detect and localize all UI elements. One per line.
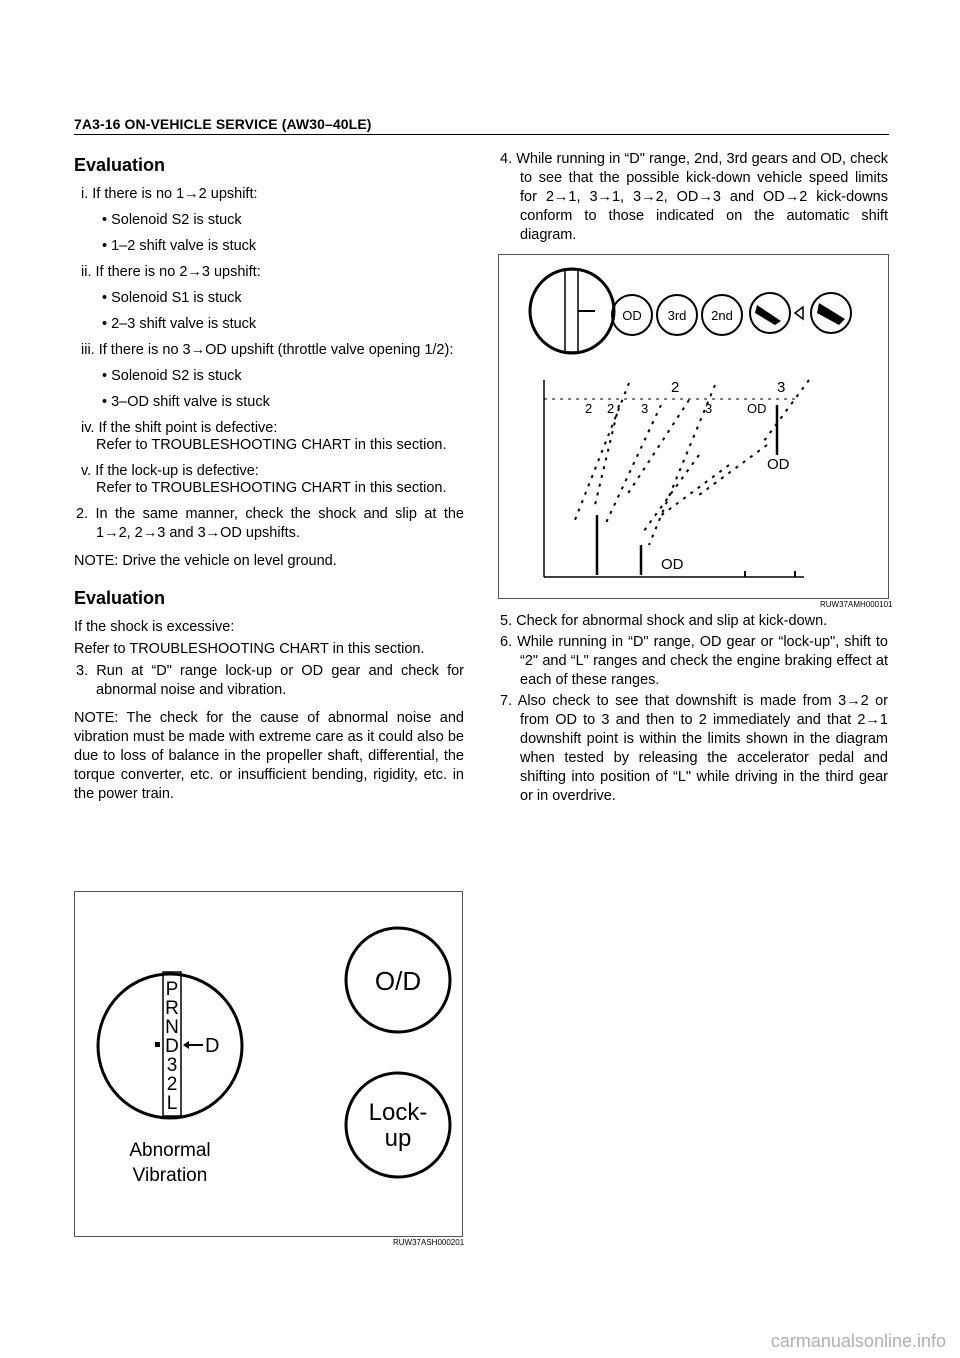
badge-3rd-label: 3rd [667, 308, 687, 323]
evaluation-heading-2: Evaluation [74, 588, 166, 608]
vibration-diagram [75, 892, 462, 1236]
header-rule [74, 134, 889, 135]
figure2-code: RUW37AMH000101 [820, 600, 893, 609]
item-v-text: Refer to TROUBLESHOOTING CHART in this section. [96, 480, 447, 496]
right-column [498, 150, 888, 247]
item-iv-text: Refer to TROUBLESHOOTING CHART in this section. [96, 437, 447, 453]
figure-shift-diagram [498, 254, 889, 599]
item-ii-label: ii. If there is no 2→3 upshift: [81, 264, 261, 280]
lockup-label-1: Lock- [368, 1099, 428, 1126]
item-ii-bullet-2: • 2–3 shift valve is stuck [102, 316, 257, 332]
selector-r: R [165, 998, 179, 1019]
step-3: 3. Run at “D" range lock-up or OD gear and check for abnormal noise and vibration. [76, 663, 464, 698]
shift-line-2 [595, 405, 619, 505]
item-ii-bullet-1: • Solenoid S1 is stuck [102, 290, 242, 306]
top-label-3: 3 [777, 379, 786, 396]
row-label-3: 3 [641, 401, 649, 416]
d-callout: D [205, 1035, 220, 1057]
selector-d: D [165, 1036, 179, 1057]
item-iii-label: iii. If there is no 3→OD upshift (throttle valve opening 1/2): [81, 342, 454, 358]
od-label: O/D [374, 966, 422, 996]
pedal-shape-1 [755, 305, 781, 325]
step-7: 7. Also check to see that downshift is made from 3→2 or from OD to 3 and then to 2 immediately and that 2→1 downshift point is within the limits shown in the diagram when tested by releasing the accelerator pedal and shifting into position of “L" while driving in the third gear or in overdrive. [500, 693, 888, 804]
lockup-label-2: up [384, 1125, 412, 1152]
shift-line-9 [659, 465, 729, 517]
shift-line-1 [573, 383, 629, 525]
shock-text: If the shock is excessive: [74, 619, 235, 635]
selector-2: 2 [166, 1074, 178, 1095]
pedal-shape-2 [817, 303, 845, 325]
caption-vibration: Vibration [132, 1165, 208, 1186]
watermark: carmanualsonline.info [770, 1331, 946, 1351]
od-right-label: OD [767, 456, 790, 473]
row-label-5: OD [747, 401, 767, 416]
selector-3: 3 [166, 1055, 178, 1076]
step-6: 6. While running in “D" range, OD gear or “lock-up", shift to “2" and “L" ranges and check the engine braking effect at each of these ranges. [500, 634, 888, 688]
selector-p: P [165, 979, 179, 1000]
d-arrow-head-icon [183, 1041, 189, 1049]
item-i-bullet-2: • 1–2 shift valve is stuck [102, 238, 257, 254]
evaluation-heading: Evaluation [74, 155, 166, 175]
item-iii-bullet-1: • Solenoid S2 is stuck [102, 368, 242, 384]
step-4: 4. While running in “D" range, 2nd, 3rd gears and OD, check to see that the possible kick-down vehicle speed limits for 2→1, 3→1, 3→2, OD→3 and OD→2 kick-downs conform to those indicated on the automatic shift diagram. [500, 151, 888, 243]
item-v-label: v. If the lock-up is defective: [81, 463, 259, 479]
item-iii-bullet-2: • 3–OD shift valve is stuck [102, 394, 270, 410]
badge-2nd-label: 2nd [711, 308, 733, 323]
top-label-2: 2 [671, 379, 680, 396]
caption-abnormal: Abnormal [129, 1140, 211, 1161]
od-bottom-label: OD [661, 556, 684, 573]
badge-od-label: OD [622, 308, 642, 323]
item-i-label: i. If there is no 1→2 upshift: [81, 186, 258, 202]
shift-diagram [499, 255, 888, 598]
selector-gate-small [565, 270, 578, 352]
note-vibration: NOTE: The check for the cause of abnormal noise and vibration must be made with extreme care as it could also be due to loss of balance in the propeller shaft, differential, the torque converter, etc. or insufficient bending, rigidity, etc. in the power train. [74, 710, 464, 802]
page-header: 7A3-16 ON-VEHICLE SERVICE (AW30–40LE) [74, 116, 372, 132]
step-2: 2. In the same manner, check the shock and slip at the 1→2, 2→3 and 3→OD upshifts. [76, 506, 464, 541]
item-iv-label: iv. If the shift point is defective: [81, 420, 278, 436]
selector-l: L [166, 1093, 178, 1114]
figure1-code: RUW37ASH000201 [393, 1238, 465, 1247]
row-label-2: 2 [607, 401, 615, 416]
selector-n: N [165, 1017, 179, 1038]
shift-line-3 [605, 405, 661, 525]
selector-marker [155, 1042, 160, 1047]
left-column [74, 150, 464, 811]
pedal-arrow-icon [795, 307, 803, 319]
refer-text: Refer to TROUBLESHOOTING CHART in this section. [74, 641, 425, 657]
selector-circle-small [530, 269, 614, 353]
note-level-ground: NOTE: Drive the vehicle on level ground. [74, 553, 337, 569]
item-i-bullet-1: • Solenoid S2 is stuck [102, 212, 242, 228]
step-5: 5. Check for abnormal shock and slip at kick-down. [500, 613, 828, 629]
shift-line-4 [627, 400, 689, 495]
row-label-1: 2 [585, 401, 593, 416]
row-label-4: 3 [705, 401, 713, 416]
figure-abnormal-vibration [74, 891, 463, 1237]
right-column-lower [498, 612, 888, 808]
shift-line-7 [699, 445, 767, 495]
